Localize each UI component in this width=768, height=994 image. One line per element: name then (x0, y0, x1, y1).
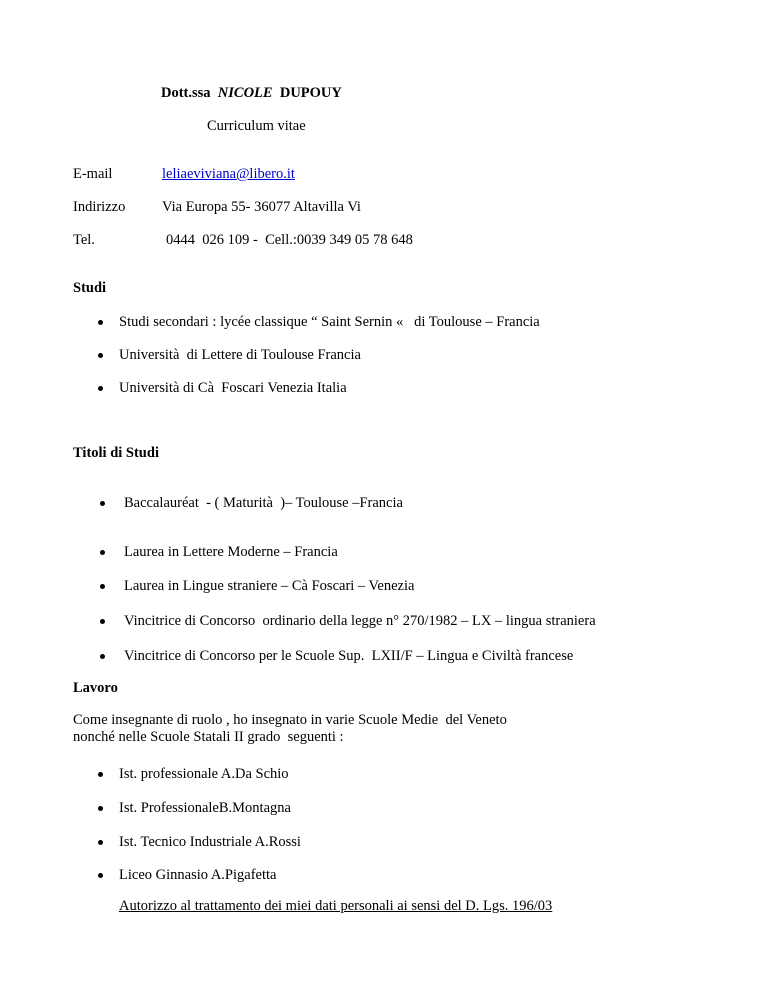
last-name: DUPOUY (279, 85, 342, 101)
lavoro-intro-line2: nonché nelle Scuole Statali II grado seguenti : (73, 729, 344, 745)
bullet-icon (100, 619, 105, 624)
lavoro-item: Liceo Ginnasio A.Pigafetta (119, 867, 277, 883)
phone-value: 0444 026 109 - Cell.:0039 349 05 78 648 (166, 232, 413, 248)
address-value: Via Europa 55- 36077 Altavilla Vi (162, 199, 361, 215)
studi-item: Università di Lettere di Toulouse Francia (119, 347, 361, 363)
titoli-item: Laurea in Lingue straniere – Cà Foscari – Venezia (124, 578, 415, 594)
name-prefix: Dott.ssa (161, 85, 211, 101)
titoli-item: Vincitrice di Concorso per le Scuole Sup. LXII/F – Lingua e Civiltà francese (124, 648, 574, 664)
bullet-icon (98, 806, 103, 811)
bullet-icon (98, 386, 103, 391)
bullet-icon (100, 550, 105, 555)
address-label: Indirizzo (73, 199, 126, 215)
titoli-heading: Titoli di Studi (73, 445, 159, 461)
email-label: E-mail (73, 166, 113, 182)
lavoro-heading: Lavoro (73, 680, 118, 696)
bullet-icon (100, 501, 105, 506)
phone-label: Tel. (73, 232, 95, 248)
email-link[interactable]: leliaeviviana@libero.it (162, 166, 295, 182)
privacy-authorization: Autorizzo al trattamento dei miei dati personali ai sensi del D. Lgs. 196/03 (119, 898, 553, 914)
first-name: NICOLE (217, 85, 273, 101)
bullet-icon (100, 584, 105, 589)
studi-item: Studi secondari : lycée classique “ Saint Sernin « di Toulouse – Francia (119, 314, 540, 330)
titoli-item: Laurea in Lettere Moderne – Francia (124, 544, 338, 560)
studi-item: Università di Cà Foscari Venezia Italia (119, 380, 347, 396)
bullet-icon (100, 654, 105, 659)
document-subtitle: Curriculum vitae (207, 118, 306, 134)
titoli-item: Baccalauréat - ( Maturità )– Toulouse –Francia (124, 495, 403, 511)
bullet-icon (98, 353, 103, 358)
lavoro-intro-line1: Come insegnante di ruolo , ho insegnato in varie Scuole Medie del Veneto (73, 712, 507, 728)
bullet-icon (98, 772, 103, 777)
lavoro-item: Ist. Tecnico Industriale A.Rossi (119, 834, 301, 850)
lavoro-item: Ist. ProfessionaleB.Montagna (119, 800, 291, 816)
bullet-icon (98, 320, 103, 325)
bullet-icon (98, 840, 103, 845)
titoli-item: Vincitrice di Concorso ordinario della legge n° 270/1982 – LX – lingua straniera (124, 613, 596, 629)
bullet-icon (98, 873, 103, 878)
lavoro-item: Ist. professionale A.Da Schio (119, 766, 289, 782)
name-heading (161, 86, 342, 101)
studi-heading: Studi (73, 280, 107, 296)
